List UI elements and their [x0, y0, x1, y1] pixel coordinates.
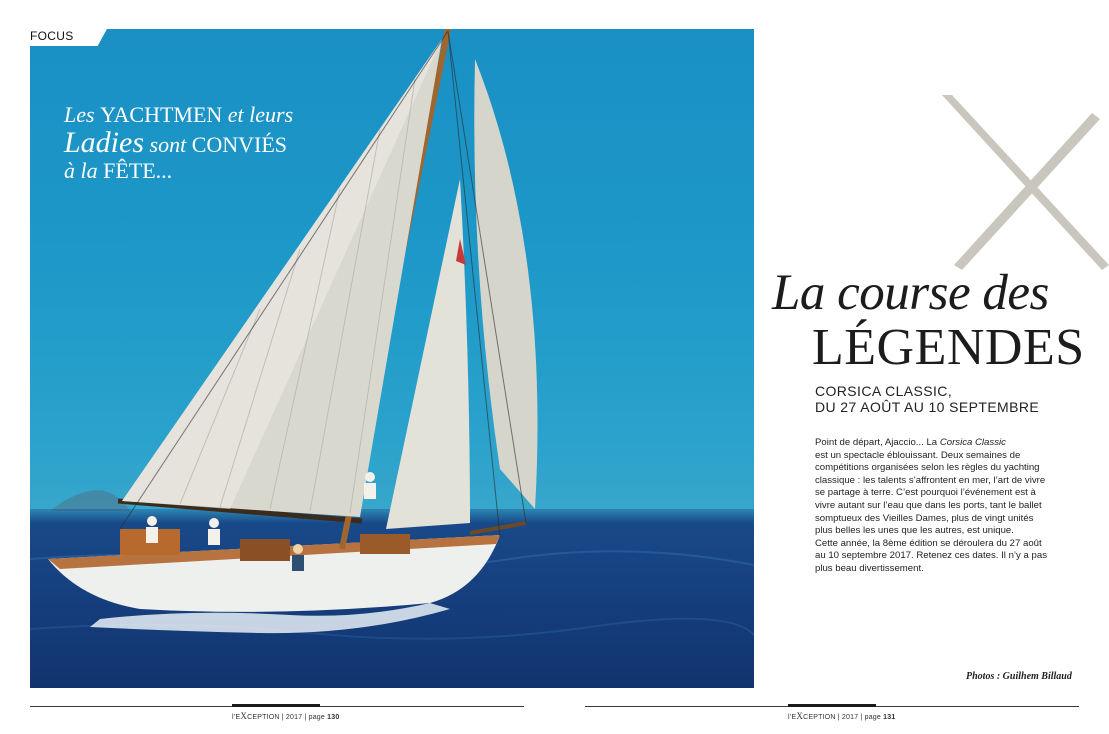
footer-accent-right [788, 704, 876, 707]
body-line: au 10 septembre 2017. Retenez ces dates. Il n’y a pas [815, 550, 1047, 562]
subtitle-line: DU 27 AOÛT AU 10 SEPTEMBRE [815, 399, 1040, 415]
quote-text: Les [64, 102, 101, 127]
decorative-x-icon [942, 95, 1109, 270]
body-line: plus beau divertissement. [815, 562, 924, 574]
folio-left: l’EXCEPTION | 2017 | page 130 [232, 711, 340, 721]
quote-text: Ladies [64, 126, 145, 159]
quote-text: sont [144, 132, 192, 157]
quote-text: YACHTMEN [100, 102, 223, 127]
body-line: est un spectacle éblouissant. Deux semaines de [815, 449, 1021, 461]
article-subtitle [815, 383, 1085, 415]
body-line: somptueux des Vieilles Dames, plus de vingt unités [815, 512, 1034, 524]
article-title-script: La course des [772, 265, 1049, 321]
body-line: compétitions organisées selon les règles du yachting [815, 462, 1040, 474]
article-body [815, 437, 1077, 576]
subtitle-line: CORSICA CLASSIC, [815, 383, 953, 399]
body-line: se partage à terre. C’est pourquoi l’événement est à [815, 487, 1036, 499]
quote-text: FÊTE... [103, 158, 173, 183]
footer-accent-left [232, 704, 320, 707]
quote-text: et leurs [222, 102, 294, 127]
body-line: Point de départ, Ajaccio... La Corsica Classic [815, 437, 1006, 448]
quote-text: à la [64, 158, 104, 183]
body-line: classique : les talents s’affrontent en mer, l’art de vivre [815, 474, 1046, 486]
article-title-caps: LÉGENDES [812, 319, 1085, 376]
quote-text: CONVIÉS [191, 132, 288, 157]
pull-quote [64, 104, 324, 182]
photo-credit: Photos : Guilhem Billaud [966, 671, 1072, 682]
body-line: Cette année, la 8ème édition se déroulera du 27 août [815, 537, 1042, 549]
body-line: vivre autant sur l’eau que dans les ports, tant le ballet [815, 499, 1042, 511]
section-label: FOCUS [30, 29, 74, 43]
body-line: plus belles les unes que les autres, est unique. [815, 525, 1014, 537]
folio-right: l’EXCEPTION | 2017 | page 131 [788, 711, 896, 721]
